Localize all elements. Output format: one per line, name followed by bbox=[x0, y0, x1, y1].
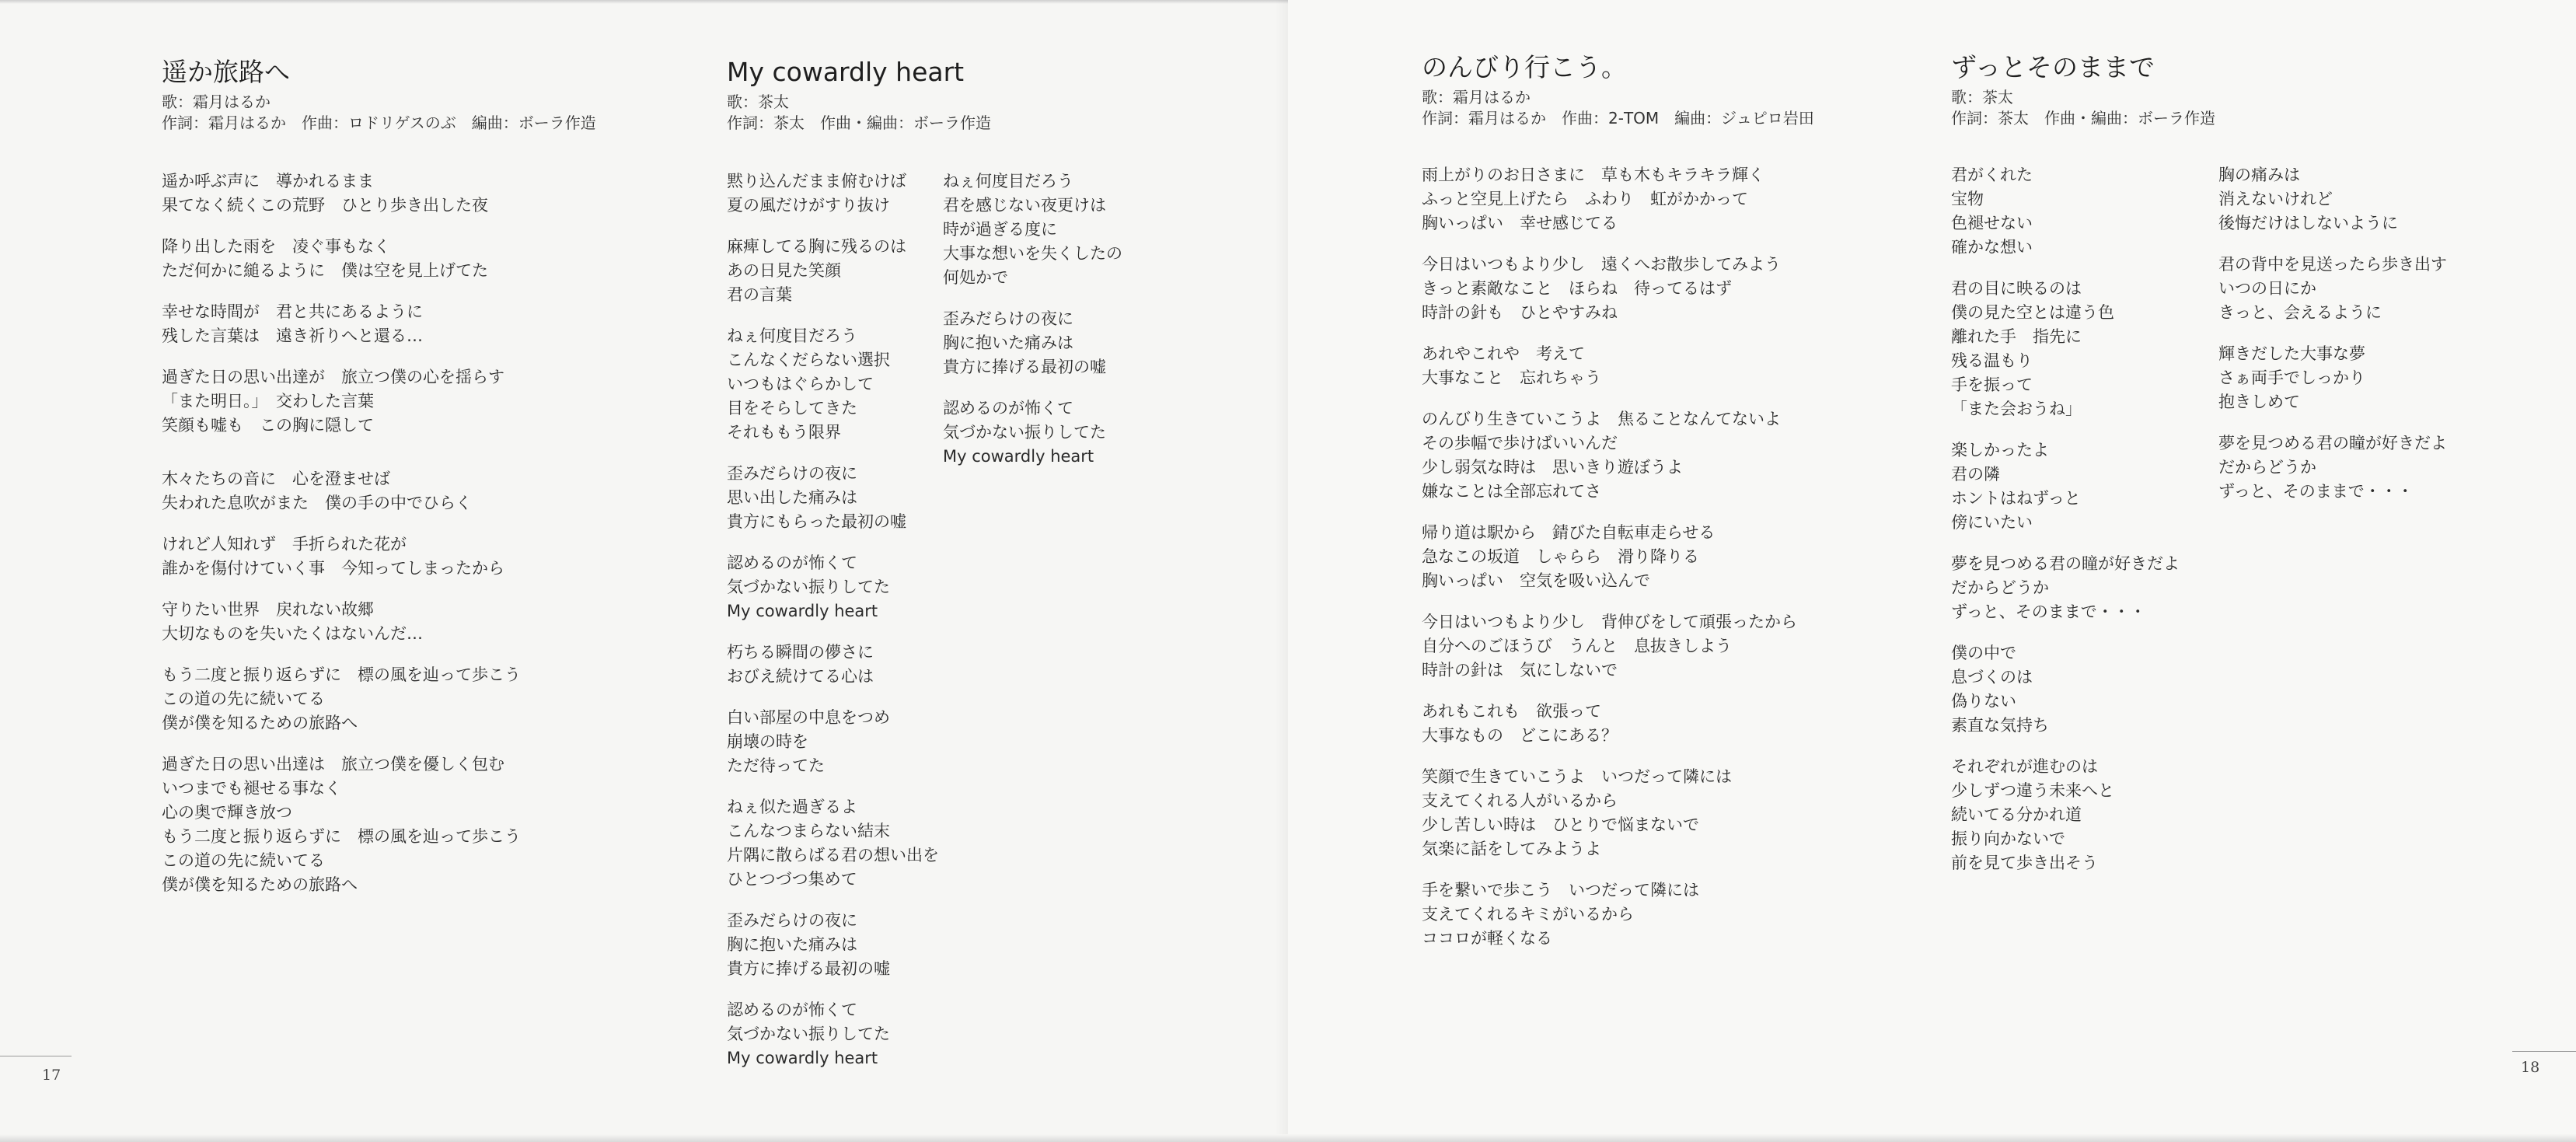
lyric-stanza bbox=[162, 467, 521, 515]
lyric-line: 黙り込んだまま俯むけば bbox=[727, 172, 906, 190]
lyric-line: 手を繋いで歩こう いつだって隣には bbox=[1422, 881, 1699, 899]
song-haruka-tabiji bbox=[162, 56, 596, 134]
lyric-line: 胸に抱いた痛みは bbox=[727, 935, 857, 954]
lyric-line: 果てなく続くこの荒野 ひとり歩き出した夜 bbox=[162, 196, 488, 215]
lyric-stanza bbox=[727, 551, 939, 623]
song-credits: 作詞：茶太 作曲・編曲：ボーラ作造 bbox=[1951, 109, 2215, 127]
lyric-stanza bbox=[1422, 700, 1797, 748]
lyric-line: 急なこの坂道 しゃらら 滑り降りる bbox=[1422, 547, 1699, 566]
lyric-stanza bbox=[727, 169, 939, 218]
lyric-stanza bbox=[943, 307, 1122, 379]
song-singer: 歌：茶太 bbox=[727, 93, 789, 111]
song-credits: 作詞：霜月はるか 作曲：ロドリゲスのぶ 編曲：ボーラ作造 bbox=[162, 114, 596, 132]
lyrics-column bbox=[943, 169, 1122, 486]
lyrics-column bbox=[1422, 163, 1797, 968]
lyric-line: 幸せな時間が 君と共にあるように bbox=[162, 302, 423, 321]
lyric-stanza bbox=[1422, 253, 1797, 325]
page-number: 17 bbox=[42, 1067, 61, 1084]
lyric-stanza bbox=[162, 235, 521, 283]
song-credits: 作詞：霜月はるか 作曲：2-TOM 編曲：ジュピロ岩田 bbox=[1422, 109, 1814, 127]
lyric-line: 過ぎた日の思い出達が 旅立つ僕の心を揺らす bbox=[162, 368, 504, 386]
lyric-line: ココロが軽くなる bbox=[1422, 929, 1552, 948]
page-right bbox=[1288, 0, 2576, 1142]
lyric-line: もう二度と振り返らずに 標の風を辿って歩こう bbox=[162, 665, 521, 684]
lyric-line: 大事な想いを失くしたの bbox=[943, 244, 1122, 263]
lyric-stanza bbox=[2218, 342, 2447, 414]
lyric-line: 崩壊の時を bbox=[727, 732, 808, 751]
lyric-line: 認めるのが怖くて bbox=[943, 399, 1073, 417]
lyric-line: 僕が僕を知るための旅路へ bbox=[162, 875, 358, 894]
lyric-line: 手を振って bbox=[1951, 375, 2033, 394]
lyric-line: 白い部屋の中息をつめ bbox=[727, 708, 890, 727]
lyric-line: 少し苦しい時は ひとりで悩まないで bbox=[1422, 815, 1699, 834]
lyrics-column bbox=[2218, 163, 2447, 521]
lyric-line: だからどうか bbox=[2218, 458, 2316, 477]
lyric-stanza bbox=[1951, 277, 2180, 421]
lyric-line: 素直な気持ち bbox=[1951, 716, 2049, 735]
lyric-line: 大事なもの どこにある？ bbox=[1422, 726, 1618, 745]
lyric-stanza bbox=[1951, 163, 2180, 260]
lyric-line: 夢を見つめる君の瞳が好きだよ bbox=[1951, 554, 2180, 573]
lyrics-column bbox=[1951, 163, 2180, 892]
lyric-line: 片隅に散らばる君の想い出を bbox=[727, 846, 939, 864]
lyric-line: 君の目に映るのは bbox=[1951, 279, 2082, 298]
lyric-line: 歪みだらけの夜に bbox=[727, 911, 857, 930]
lyric-stanza bbox=[1422, 342, 1797, 390]
song-credits: 作詞：茶太 作曲・編曲：ボーラ作造 bbox=[727, 114, 991, 132]
lyric-line: 偽りない bbox=[1951, 692, 2016, 711]
lyric-line: 自分へのごほうび うんと 息抜きしよう bbox=[1422, 637, 1732, 655]
lyric-stanza bbox=[1951, 641, 2180, 738]
lyric-stanza bbox=[1951, 438, 2180, 535]
lyric-line: のんびり生きていこうよ 焦ることなんてないよ bbox=[1422, 410, 1781, 428]
lyric-line: 後悔だけはしないように bbox=[2218, 214, 2398, 232]
lyric-line: ふっと空見上げたら ふわり 虹がかかって bbox=[1422, 190, 1748, 208]
lyric-line: 胸に抱いた痛みは bbox=[943, 334, 1073, 352]
lyric-line: 支えてくれるキミがいるから bbox=[1422, 905, 1634, 924]
lyric-stanza bbox=[1422, 765, 1797, 861]
lyric-line: 少し弱気な時は 思いきり遊ぼうよ bbox=[1422, 458, 1683, 477]
lyric-stanza bbox=[162, 598, 521, 646]
lyric-line: こんなくだらない選択 bbox=[727, 351, 890, 369]
lyric-line: 君がくれた bbox=[1951, 166, 2033, 184]
lyric-line: ひとつづつ集めて bbox=[727, 870, 857, 889]
lyric-line: 誰かを傷付けていく事 今知ってしまったから bbox=[162, 559, 504, 578]
lyric-line: いつまでも褪せる事なく bbox=[162, 779, 341, 798]
lyric-stanza bbox=[2218, 431, 2447, 504]
lyric-stanza bbox=[1422, 163, 1797, 236]
lyric-line: 守りたい世界 戻れない故郷 bbox=[162, 600, 374, 619]
lyric-line: 気づかない振りしてた bbox=[727, 578, 890, 596]
lyric-stanza bbox=[727, 909, 939, 981]
lyric-line: 確かな想い bbox=[1951, 238, 2033, 257]
page-number: 18 bbox=[2521, 1059, 2540, 1076]
lyric-stanza bbox=[943, 396, 1122, 469]
lyric-line: だからどうか bbox=[1951, 578, 2049, 597]
lyric-line: 君の言葉 bbox=[727, 285, 792, 304]
lyric-line: 貴方にもらった最初の嘘 bbox=[727, 512, 906, 531]
lyric-line: My cowardly heart bbox=[727, 1049, 878, 1067]
lyric-stanza bbox=[2218, 253, 2447, 325]
lyric-line: 色褪せない bbox=[1951, 214, 2033, 232]
lyric-line: 息づくのは bbox=[1951, 668, 2033, 686]
lyric-stanza bbox=[727, 462, 939, 534]
lyric-line: 雨上がりのお日さまに 草も木もキラキラ輝く bbox=[1422, 166, 1764, 184]
lyric-line: いつもはぐらかして bbox=[727, 375, 874, 393]
lyric-line: 君を感じない夜更けは bbox=[943, 196, 1106, 215]
lyric-stanza bbox=[1422, 407, 1797, 504]
lyric-line: ずっと、そのままで・・・ bbox=[2218, 482, 2414, 501]
lyric-line: 歪みだらけの夜に bbox=[943, 309, 1073, 328]
lyric-line: 抱きしめて bbox=[2218, 393, 2300, 411]
lyric-line: 時計の針も ひとやすみね bbox=[1422, 303, 1618, 322]
lyric-line: けれど人知れず 手折られた花が bbox=[162, 535, 407, 554]
lyric-line: 支えてくれる人がいるから bbox=[1422, 791, 1618, 810]
song-nonbiri-ikou bbox=[1422, 51, 1814, 129]
lyric-line: 夢を見つめる君の瞳が好きだよ bbox=[2218, 434, 2447, 452]
lyric-line: ただ何かに縋るように 僕は空を見上げてた bbox=[162, 261, 488, 280]
lyric-line: もう二度と振り返らずに 標の風を辿って歩こう bbox=[162, 827, 521, 846]
lyric-line: 遥か呼ぶ声に 導かれるまま bbox=[162, 172, 374, 190]
lyric-line: ねぇ何度目だろう bbox=[943, 172, 1073, 190]
lyric-stanza bbox=[727, 706, 939, 778]
lyric-line: それぞれが進むのは bbox=[1951, 757, 2098, 776]
lyric-stanza bbox=[727, 795, 939, 892]
lyric-line: 胸いっぱい 幸せ感じてる bbox=[1422, 214, 1618, 232]
lyric-stanza bbox=[162, 533, 521, 581]
lyric-stanza bbox=[2218, 163, 2447, 236]
scan-edge-bottom bbox=[0, 1134, 2576, 1142]
lyric-line: 朽ちる瞬間の儚さに bbox=[727, 643, 874, 662]
lyric-stanza bbox=[727, 998, 939, 1070]
lyric-line: 笑顔も嘘も この胸に隠して bbox=[162, 416, 374, 435]
lyric-line: 心の奥で輝き放つ bbox=[162, 803, 292, 822]
lyric-line: 君の隣 bbox=[1951, 465, 2000, 484]
lyric-line: 麻痺してる胸に残るのは bbox=[727, 237, 906, 256]
lyric-line: この道の先に続いてる bbox=[162, 690, 325, 708]
lyric-line: ホントはねずっと bbox=[1951, 489, 2081, 508]
lyric-line: 何処かで bbox=[943, 268, 1008, 287]
lyric-line: 今日はいつもより少し 背伸びをして頑張ったから bbox=[1422, 613, 1797, 631]
lyric-line: その歩幅で歩けばいいんだ bbox=[1422, 434, 1618, 452]
lyric-stanza bbox=[162, 753, 521, 897]
lyric-stanza bbox=[727, 324, 939, 445]
lyric-line: 歪みだらけの夜に bbox=[727, 464, 857, 483]
lyric-line: 続いてる分かれ道 bbox=[1951, 805, 2082, 824]
lyric-line: 傍にいたい bbox=[1951, 513, 2033, 532]
lyric-line: さぁ両手でしっかり bbox=[2218, 368, 2365, 387]
lyric-line: あれもこれも 欲張って bbox=[1422, 702, 1601, 721]
lyric-stanza bbox=[162, 663, 521, 735]
lyric-line: 大事なこと 忘れちゃう bbox=[1422, 368, 1601, 387]
lyric-line: きっと素敵なこと ほらね 待ってるはず bbox=[1422, 279, 1732, 298]
lyric-line: ずっと、そのままで・・・ bbox=[1951, 602, 2146, 621]
lyric-line: 少しずつ違う未来へと bbox=[1951, 781, 2114, 800]
lyric-line: 残した言葉は 遠き祈りへと還る… bbox=[162, 327, 423, 345]
lyric-line: 大切なものを失いたくはないんだ… bbox=[162, 624, 423, 643]
lyric-line: 気楽に話をしてみようよ bbox=[1422, 840, 1601, 858]
lyric-line: 今日はいつもより少し 遠くへお散歩してみよう bbox=[1422, 255, 1781, 274]
lyric-line: 「また明日。」 交わした言葉 bbox=[162, 392, 374, 410]
lyric-line: こんなつまらない結末 bbox=[727, 822, 890, 840]
lyric-stanza bbox=[1951, 552, 2180, 624]
lyric-line: 失われた息吹がまた 僕の手の中でひらく bbox=[162, 494, 472, 512]
lyric-stanza bbox=[1422, 878, 1797, 951]
lyric-line: あの日見た笑顔 bbox=[727, 261, 841, 280]
song-title: My cowardly heart bbox=[727, 57, 965, 87]
lyric-line: あれやこれや 考えて bbox=[1422, 344, 1585, 363]
song-title: 遥か旅路へ bbox=[162, 57, 290, 87]
lyric-line: この道の先に続いてる bbox=[162, 851, 325, 870]
lyric-line: 時が過ぎる度に bbox=[943, 220, 1057, 239]
lyric-line: ねぇ何度目だろう bbox=[727, 327, 857, 345]
lyric-stanza bbox=[943, 169, 1122, 290]
lyric-line: 振り向かないで bbox=[1951, 829, 2065, 848]
lyric-line: 夏の風だけがすり抜け bbox=[727, 196, 890, 215]
lyric-line: 思い出した痛みは bbox=[727, 488, 857, 507]
lyric-line: 過ぎた日の思い出達は 旅立つ僕を優しく包む bbox=[162, 755, 504, 774]
lyric-line: 前を見て歩き出そう bbox=[1951, 854, 2098, 872]
lyric-line: きっと、会えるように bbox=[2218, 303, 2382, 322]
lyric-line: 僕が僕を知るための旅路へ bbox=[162, 714, 358, 732]
lyric-line: 宝物 bbox=[1951, 190, 1984, 208]
song-zutto-sonomama-de bbox=[1951, 51, 2215, 129]
lyric-stanza bbox=[1422, 610, 1797, 683]
lyric-line: 貴方に捧げる最初の嘘 bbox=[727, 959, 890, 978]
song-title: ずっとそのままで bbox=[1951, 52, 2155, 82]
lyric-line: 時計の針は 気にしないで bbox=[1422, 661, 1618, 679]
lyric-line: 僕の中で bbox=[1951, 644, 2016, 662]
lyric-line: 目をそらしてきた bbox=[727, 399, 857, 417]
song-title: のんびり行こう。 bbox=[1422, 52, 1627, 82]
lyric-line: 胸いっぱい 空気を吸い込んで bbox=[1422, 571, 1650, 590]
lyric-stanza bbox=[1422, 521, 1797, 593]
lyric-stanza bbox=[162, 300, 521, 348]
lyric-line: 離れた手 指先に bbox=[1951, 327, 2082, 346]
lyric-line: 「また会おうね」 bbox=[1951, 400, 2082, 418]
lyric-line: 気づかない振りしてた bbox=[727, 1025, 890, 1043]
lyric-line: 降り出した雨を 凌ぐ事もなく bbox=[162, 237, 390, 256]
lyrics-column bbox=[727, 169, 939, 1088]
lyric-line: 笑顔で生きていこうよ いつだって隣には bbox=[1422, 767, 1732, 786]
lyric-line: 楽しかったよ bbox=[1951, 441, 2049, 459]
lyric-line: おびえ続けてる心は bbox=[727, 667, 874, 686]
lyric-line: My cowardly heart bbox=[727, 602, 878, 620]
song-my-cowardly-heart bbox=[727, 56, 991, 134]
lyric-line: 認めるのが怖くて bbox=[727, 554, 857, 572]
lyric-stanza bbox=[727, 235, 939, 307]
lyric-line: 消えないけれど bbox=[2218, 190, 2333, 208]
lyric-line: My cowardly heart bbox=[943, 447, 1094, 466]
lyric-line: 君の背中を見送ったら歩き出す bbox=[2218, 255, 2447, 274]
lyric-line: それももう限界 bbox=[727, 423, 841, 442]
lyric-line: ただ待ってた bbox=[727, 756, 825, 775]
lyric-line: 僕の見た空とは違う色 bbox=[1951, 303, 2114, 322]
lyric-line: ねぇ似た過ぎるよ bbox=[727, 798, 857, 816]
page-number-rule bbox=[2512, 1051, 2576, 1052]
lyric-line: 認めるのが怖くて bbox=[727, 1001, 857, 1019]
lyric-stanza bbox=[162, 169, 521, 218]
lyric-line: 輝きだした大事な夢 bbox=[2218, 344, 2365, 363]
lyric-line: いつの日にか bbox=[2218, 279, 2316, 298]
lyric-line: 嫌なことは全部忘れてさ bbox=[1422, 482, 1601, 501]
lyrics-column bbox=[162, 169, 521, 914]
song-singer: 歌：霜月はるか bbox=[1422, 88, 1531, 107]
lyric-stanza bbox=[162, 365, 521, 438]
lyric-stanza bbox=[727, 641, 939, 689]
lyric-line: 貴方に捧げる最初の嘘 bbox=[943, 358, 1106, 376]
song-singer: 歌：霜月はるか bbox=[162, 93, 271, 111]
song-singer: 歌：茶太 bbox=[1951, 88, 2013, 107]
lyric-line: 残る温もり bbox=[1951, 351, 2033, 370]
lyric-line: 木々たちの音に 心を澄ませば bbox=[162, 470, 390, 488]
lyric-stanza bbox=[1951, 755, 2180, 875]
lyric-line: 気づかない振りしてた bbox=[943, 423, 1106, 442]
lyric-line: 帰り道は駅から 錆びた自転車走らせる bbox=[1422, 523, 1716, 542]
lyric-line: 胸の痛みは bbox=[2218, 166, 2300, 184]
